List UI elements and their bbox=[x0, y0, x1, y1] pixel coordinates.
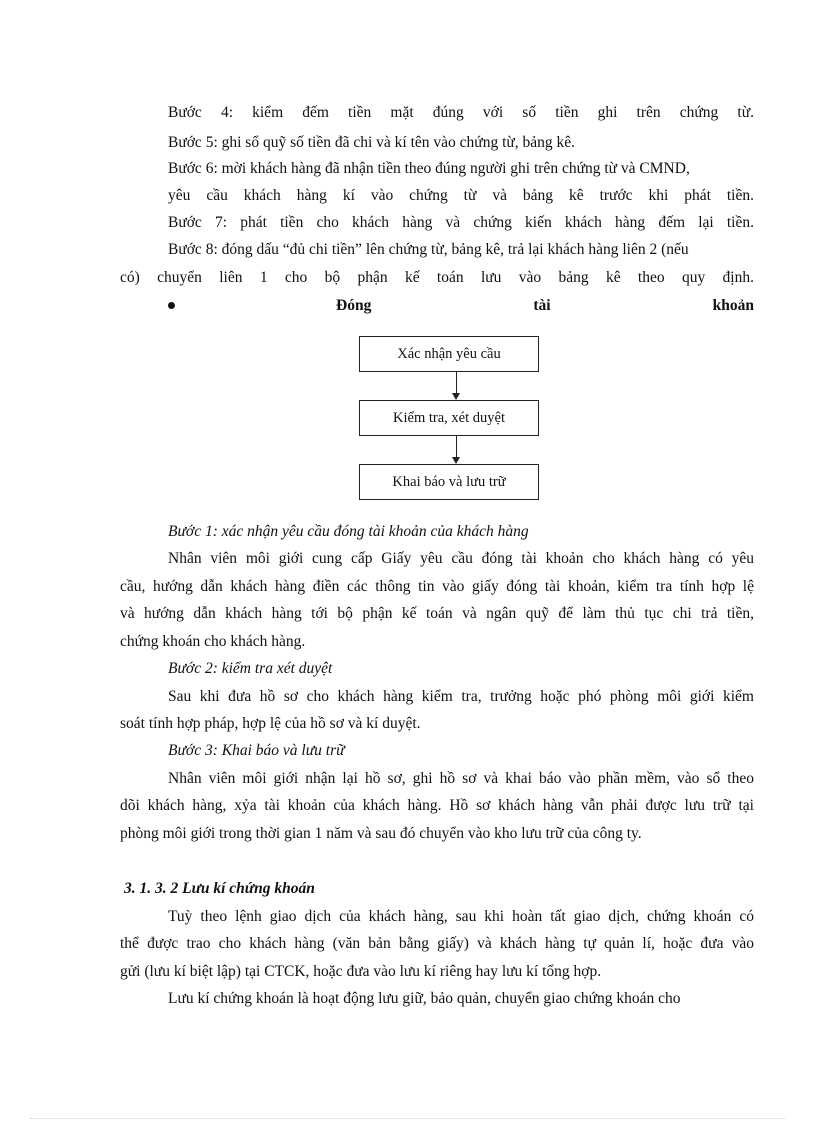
bullet-heading-text: Đóng tài khoản bbox=[336, 297, 754, 314]
arrow-down-icon bbox=[452, 393, 460, 400]
step-7-line: Bước 7: phát tiền cho khách hàng và chứng kiến khách hàng đếm lại tiền. bbox=[168, 214, 754, 231]
step-2-title: Bước 2: kiểm tra xét duyệt bbox=[168, 660, 333, 677]
section-line-2: thể được trao cho khách hàng (văn bản bằng giấy) và khách hàng tự quản lí, hoặc đưa vào bbox=[120, 935, 754, 952]
section-heading: 3. 1. 3. 2 Lưu kí chứng khoán bbox=[124, 880, 315, 897]
flowchart-connector-2 bbox=[456, 436, 457, 457]
step-5-line: Bước 5: ghi sổ quỹ số tiền đã chi và kí tên vào chứng từ, bảng kê. bbox=[168, 134, 576, 151]
page-bottom-rule bbox=[30, 1118, 786, 1119]
flowchart-box-review: Kiểm tra, xét duyệt bbox=[359, 400, 539, 436]
step-2-line-1: Sau khi đưa hồ sơ cho khách hàng kiểm tra, trưởng hoặc phó phòng môi giới kiểm bbox=[168, 688, 754, 705]
arrow-down-icon bbox=[452, 457, 460, 464]
step-2-line-2: soát tính hợp pháp, hợp lệ của hồ sơ và kí duyệt. bbox=[120, 715, 421, 732]
step-1-line-3: và hướng dẫn khách hàng tới bộ phận kế toán và ngân quỹ để làm thủ tục chi trả tiền, bbox=[120, 605, 754, 622]
step-1-line-2: cầu, hướng dẫn khách hàng điền các thông tin vào giấy đóng tài khoản, kiểm tra tính hợp lệ bbox=[120, 578, 754, 595]
step-3-line-2: dõi khách hàng, xỷa tài khoản của khách hàng. Hồ sơ khách hàng vẫn phải được lưu trữ tại bbox=[120, 797, 754, 814]
flowchart-connector-1 bbox=[456, 372, 457, 393]
section-line-3: gửi (lưu kí biệt lập) tại CTCK, hoặc đưa vào lưu kí riêng hay lưu kí tổng hợp. bbox=[120, 963, 602, 980]
step-1-line-1: Nhân viên môi giới cung cấp Giấy yêu cầu đóng tài khoản cho khách hàng có yêu bbox=[168, 550, 754, 567]
step-6-line: Bước 6: mời khách hàng đã nhận tiền theo đúng người ghi trên chứng từ và CMND, bbox=[168, 160, 690, 177]
step-4-line: Bước 4: kiểm đếm tiền mặt đúng với số tiền ghi trên chứng từ. bbox=[168, 104, 754, 121]
bullet-close-account bbox=[168, 296, 754, 316]
step-6-continuation: yêu cầu khách hàng kí vào chứng từ và bảng kê trước khi phát tiền. bbox=[168, 187, 754, 204]
step-3-line-3: phòng môi giới trong thời gian 1 năm và sau đó chuyển vào kho lưu trữ của công ty. bbox=[120, 825, 642, 842]
flowchart-box-archive: Khai báo và lưu trữ bbox=[359, 464, 539, 500]
step-1-line-4: chứng khoán cho khách hàng. bbox=[120, 633, 306, 650]
step-1-title: Bước 1: xác nhận yêu cầu đóng tài khoản của khách hàng bbox=[168, 523, 529, 540]
step-8-line: Bước 8: đóng dấu “đủ chi tiền” lên chứng từ, bảng kê, trả lại khách hàng liên 2 (nếu bbox=[168, 241, 689, 258]
step-3-line-1: Nhân viên môi giới nhận lại hồ sơ, ghi hồ sơ và khai báo vào phần mềm, vào sổ theo bbox=[168, 770, 754, 787]
flowchart-box-confirm: Xác nhận yêu cầu bbox=[359, 336, 539, 372]
step-3-title: Bước 3: Khai báo và lưu trữ bbox=[168, 742, 345, 759]
section-line-4: Lưu kí chứng khoán là hoạt động lưu giữ, bảo quản, chuyển giao chứng khoán cho bbox=[168, 990, 681, 1007]
section-line-1: Tuỳ theo lệnh giao dịch của khách hàng, sau khi hoàn tất giao dịch, chứng khoán có bbox=[168, 908, 754, 925]
step-8-continuation: có) chuyển liên 1 cho bộ phận kế toán lưu vào bảng kê theo quy định. bbox=[120, 269, 754, 286]
bullet-dot-icon bbox=[168, 302, 175, 309]
